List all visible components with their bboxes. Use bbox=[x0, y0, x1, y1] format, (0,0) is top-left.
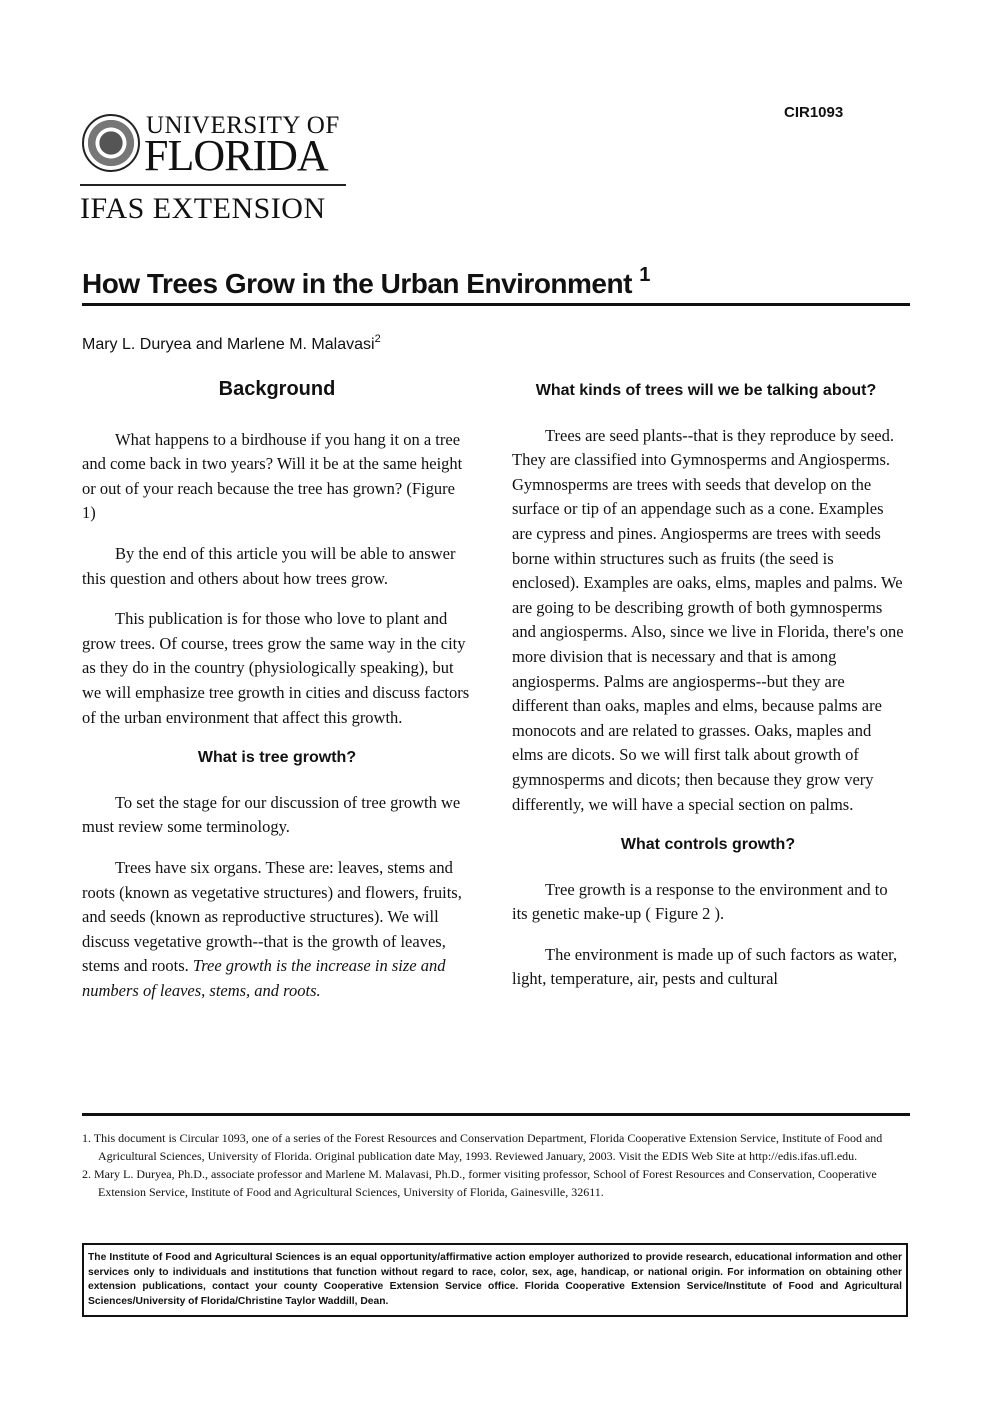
authors-text: Mary L. Duryea and Marlene M. Malavasi bbox=[82, 336, 375, 353]
paragraph: The environment is made up of such factors as water, light, temperature, air, pests and cultural bbox=[512, 944, 898, 989]
paragraph: This publication is for those who love to plant and grow trees. Of course, trees grow the same way in the city as they do in the country (physiologically speaking), but we will emphasize tree growth in cities and discuss factors of the urban environment that affect this growth. bbox=[82, 609, 470, 727]
authors bbox=[82, 333, 381, 354]
title-text: How Trees Grow in the Urban Environment bbox=[82, 268, 632, 299]
heading-kinds-of-trees: What kinds of trees will we be talking about? bbox=[535, 382, 877, 399]
authors-footnote-ref: 2 bbox=[374, 333, 381, 345]
university-seal-icon bbox=[82, 114, 140, 172]
paragraph bbox=[82, 856, 472, 1004]
paragraph-text: Trees have six organs. These are: leaves, stems and roots (known as vegetative structures) and flowers, fruits, and seeds (known as reproductive structures). We will discuss vegetative growth--that is the growth of leaves, stems and roots. bbox=[82, 857, 462, 976]
footnote-divider bbox=[82, 1113, 910, 1116]
paragraph: Trees are seed plants--that is they reproduce by seed. They are classified into Gymnosperms and Angiosperms. Gymnosperms are trees with seeds that develop on the surface or tip of an appendage such as a cone. Examples are cypress and pines. Angiosperms are trees with seeds borne within structures such as fruits (the seed is enclosed). Examples are oaks, elms, maples and palms. We are going to be describing growth of both gymnosperms and angiosperms. Also, since we live in Florida, there's one more division that is necessary and that is among angiosperms. Palms are angiosperms--but they are different than oaks, maples and elms, because palms are monocots and are related to grasses. Oaks, maples and elms are dicots. So we will first talk about growth of gymnosperms and dicots; then because they grow very differently, we will have a special section on palms. bbox=[512, 425, 904, 814]
section-heading-background: Background bbox=[218, 378, 336, 400]
logo-divider bbox=[80, 184, 346, 186]
paragraph: To set the stage for our discussion of tree growth we must review some terminology. bbox=[82, 792, 461, 837]
circular-id: CIR1093 bbox=[784, 104, 844, 121]
logo-university-of: UNIVERSITY OF bbox=[146, 112, 340, 139]
title-footnote-ref: 1 bbox=[639, 264, 650, 286]
title-divider bbox=[82, 303, 910, 306]
paragraph: By the end of this article you will be able to answer this question and others about how trees grow. bbox=[82, 543, 456, 588]
definition-italic: Tree growth is the increase in size and numbers of leaves, stems, and roots. bbox=[82, 956, 446, 1000]
right-column bbox=[512, 379, 904, 1008]
subheading-tree-growth: What is tree growth? bbox=[197, 749, 357, 767]
footnotes bbox=[82, 1129, 910, 1201]
equal-opportunity-notice: The Institute of Food and Agricultural Sciences is an equal opportunity/affirmative action employer authorized to provide research, educational information and other services only to individuals and institutions that function without regard to race, color, sex, age, handicap, or national origin. For information on obtaining other extension publications, contact your county Cooperative Extension Service office. Florida Cooperative Extension Service/Institute of Food and Agricultural Sciences/University of Florida/Christine Taylor Waddill, Dean. bbox=[82, 1243, 908, 1317]
university-logo bbox=[80, 108, 348, 228]
paragraph: Tree growth is a response to the environment and to its genetic make-up ( Figure 2 ). bbox=[512, 879, 888, 924]
heading-what-controls-growth: What controls growth? bbox=[620, 836, 796, 854]
footnote-1: 1. This document is Circular 1093, one of a series of the Forest Resources and Conservation Department, Florida Cooperative Extension Service, Institute of Food and Agricultural Sciences, University of Florida. Original publication date May, 1993. Reviewed January, 2003. Visit the EDIS Web Site at http://edis.ifas.ufl.edu. bbox=[82, 1131, 883, 1163]
logo-florida: FLORIDA bbox=[144, 131, 328, 180]
logo-ifas-extension: IFAS EXTENSION bbox=[80, 192, 326, 225]
page-title bbox=[82, 264, 650, 300]
footnote-2: 2. Mary L. Duryea, Ph.D., associate professor and Marlene M. Malavasi, Ph.D., former visiting professor, School of Forest Resources and Conservation, Cooperative Extension Service, Institute of Food and Agricultural Sciences, University of Florida, Gainesville, 32611. bbox=[82, 1167, 877, 1199]
left-column bbox=[82, 377, 472, 1019]
paragraph: What happens to a birdhouse if you hang it on a tree and come back in two years? Will it be at the same height or out of your reach because the tree has grown? (Figure 1) bbox=[82, 429, 463, 523]
